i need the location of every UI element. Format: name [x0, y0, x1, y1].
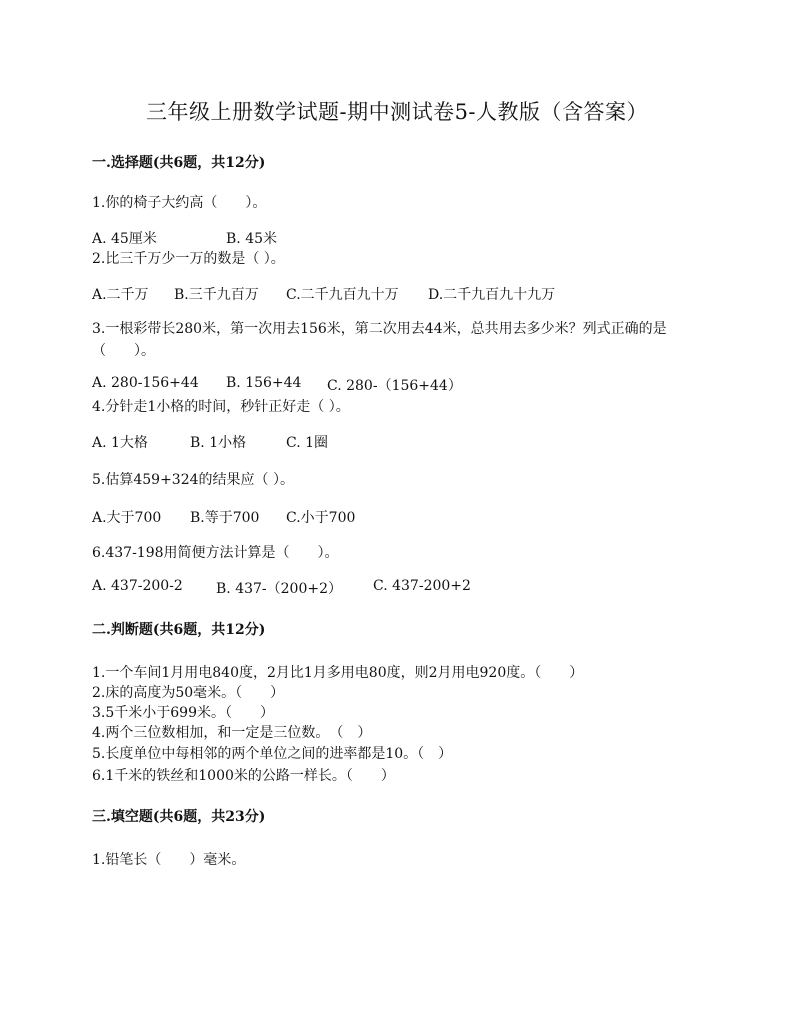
choice-option: A.二千万 [92, 287, 149, 303]
choice-option: C. 1圈 [286, 435, 329, 451]
choice-option: C.二千九百九十万 [286, 287, 399, 303]
fill-question-1: 1.铅笔长（ ）毫米。 [92, 852, 246, 868]
judge-question-1: 1.一个车间1月用电840度，2月比1月多用电80度，则2月用电920度。（ ） [92, 665, 584, 681]
choice-option: B. 45米 [226, 231, 278, 247]
choice-option: C. 437-200+2 [373, 578, 471, 594]
choice-option: C. 280-（156+44） [327, 378, 462, 394]
section-heading-fill: 三.填空题(共6题，共23分) [92, 809, 266, 825]
choice-option: B. 437-（200+2） [216, 581, 342, 597]
choice-question-6: 6.437-198用简便方法计算是（ ）。 [92, 545, 339, 561]
choice-question-5: 5.估算459+324的结果应（ ）。 [92, 472, 294, 488]
section-heading-judge: 二.判断题(共6题，共12分) [92, 622, 266, 638]
choice-option: A. 280-156+44 [92, 375, 199, 391]
choice-question-3: 3.一根彩带长280米，第一次用去156米，第二次用去44米，总共用去多少米？列式正确的是（ ）。 [92, 321, 667, 359]
judge-question-6: 6.1千米的铁丝和1000米的公路一样长。（ ） [92, 768, 395, 784]
section-heading-choice: 一.选择题(共6题，共12分) [92, 155, 266, 171]
choice-option: A. 437-200-2 [92, 578, 183, 594]
choice-option: B.等于700 [190, 510, 260, 526]
choice-question-4: 4.分针走1小格的时间，秒针正好走（ ）。 [92, 399, 350, 415]
choice-option: C.小于700 [286, 510, 356, 526]
judge-question-4: 4.两个三位数相加，和一定是三位数。 （ ） [92, 725, 372, 741]
choice-option: A. 45厘米 [92, 231, 157, 247]
choice-question-2: 2.比三千万少一万的数是（ ）。 [92, 251, 285, 267]
choice-option: A. 1大格 [92, 435, 148, 451]
choice-option: B. 1小格 [190, 435, 247, 451]
judge-question-2: 2.床的高度为50毫米。（ ） [92, 685, 285, 701]
judge-question-5: 5.长度单位中每相邻的两个单位之间的进率都是10。（ ） [92, 746, 453, 762]
judge-question-3: 3.5千米小于699米。（ ） [92, 705, 274, 721]
choice-option: B. 156+44 [226, 375, 302, 391]
choice-option: B.三千九百万 [174, 287, 259, 303]
choice-question-1: 1.你的椅子大约高（ ）。 [92, 195, 267, 211]
choice-option: A.大于700 [92, 510, 162, 526]
page-title: 三年级上册数学试题-期中测试卷5-人教版（含答案） [145, 100, 649, 124]
choice-option: D.二千九百九十九万 [428, 287, 556, 303]
